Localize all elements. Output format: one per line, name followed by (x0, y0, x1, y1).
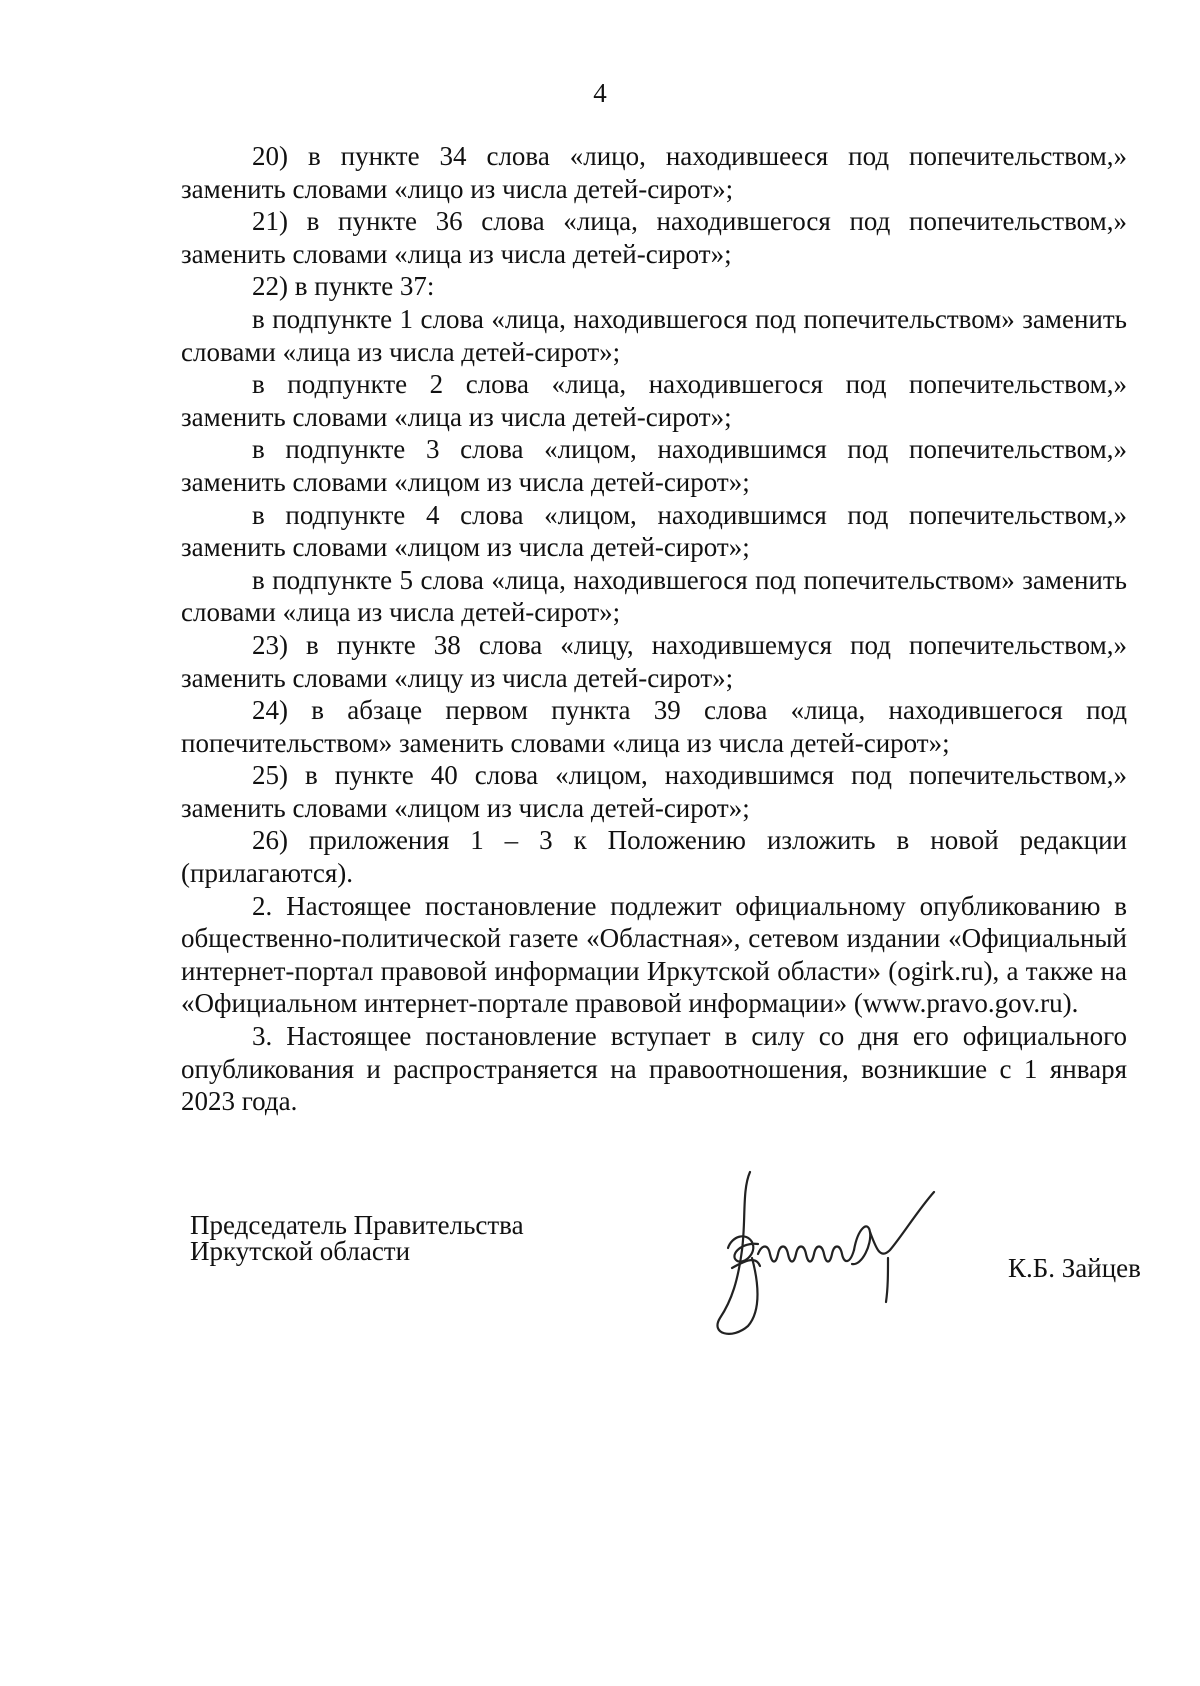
paragraph-item-20: 20) в пункте 34 слова «лицо, находившееся под попечительством,» заменить словами «лицо из числа детей-сирот»; (181, 141, 1127, 204)
paragraph-item-25: 25) в пункте 40 слова «лицом, находившимся под попечительством,» заменить словами «лицом из числа детей-сирот»; (181, 760, 1127, 823)
paragraph-item-24: 24) в абзаце первом пункта 39 слова «лица, находившегося под попечительством» заменить словами «лица из числа детей-сирот»; (181, 695, 1127, 758)
paragraph-item-26: 26) приложения 1 – 3 к Положению изложить в новой редакции (прилагаются). (181, 825, 1127, 889)
paragraph-subitem-2: в подпункте 2 слова «лица, находившегося под попечительством,» заменить словами «лица из числа детей-сирот»; (181, 369, 1127, 432)
paragraph-subitem-3: в подпункте 3 слова «лицом, находившимся под попечительством,» заменить словами «лицом из числа детей-сирот»; (181, 434, 1127, 497)
paragraph-subitem-1: в подпункте 1 слова «лица, находившегося под попечительством» заменить словами «лица из числа детей-сирот»; (181, 303, 1127, 367)
signatory-title-line2: Иркутской области (190, 1236, 411, 1266)
paragraph-item-23: 23) в пункте 38 слова «лицу, находившемуся под попечительством,» заменить словами «лицу из числа детей-сирот»; (181, 629, 1127, 693)
paragraph-subitem-4: в подпункте 4 слова «лицом, находившимся под попечительством,» заменить словами «лицом из числа детей-сирот»; (181, 499, 1127, 563)
paragraph-effective-date: 3. Настоящее постановление вступает в силу со дня его официального опубликования и распространяется на правоотношения, возникшие с 1 января 2023 года. (181, 1021, 1127, 1117)
signatory-title (190, 1210, 524, 1266)
signatory-title-line1: Председатель Правительства (190, 1210, 524, 1240)
paragraph-item-22: 22) в пункте 37: (252, 271, 435, 302)
paragraph-publication: 2. Настоящее постановление подлежит официальному опубликованию в общественно-политической газете «Областная», сетевом издании «Официальный интернет-портал правовой информации Иркутской области» (ogirk.ru), а также на «Официальном интернет-портале правовой информации» (www.pravo.gov.ru). (181, 890, 1127, 1019)
page-number: 4 (593, 78, 607, 108)
document-body (181, 140, 1127, 1118)
paragraph-item-21: 21) в пункте 36 слова «лица, находившегося под попечительством,» заменить словами «лица из числа детей-сирот»; (181, 206, 1127, 269)
handwritten-signature-icon (702, 1170, 967, 1340)
signer-name: К.Б. Зайцев (1008, 1253, 1141, 1283)
paragraph-subitem-5: в подпункте 5 слова «лица, находившегося под попечительством» заменить словами «лица из числа детей-сирот»; (181, 564, 1127, 628)
